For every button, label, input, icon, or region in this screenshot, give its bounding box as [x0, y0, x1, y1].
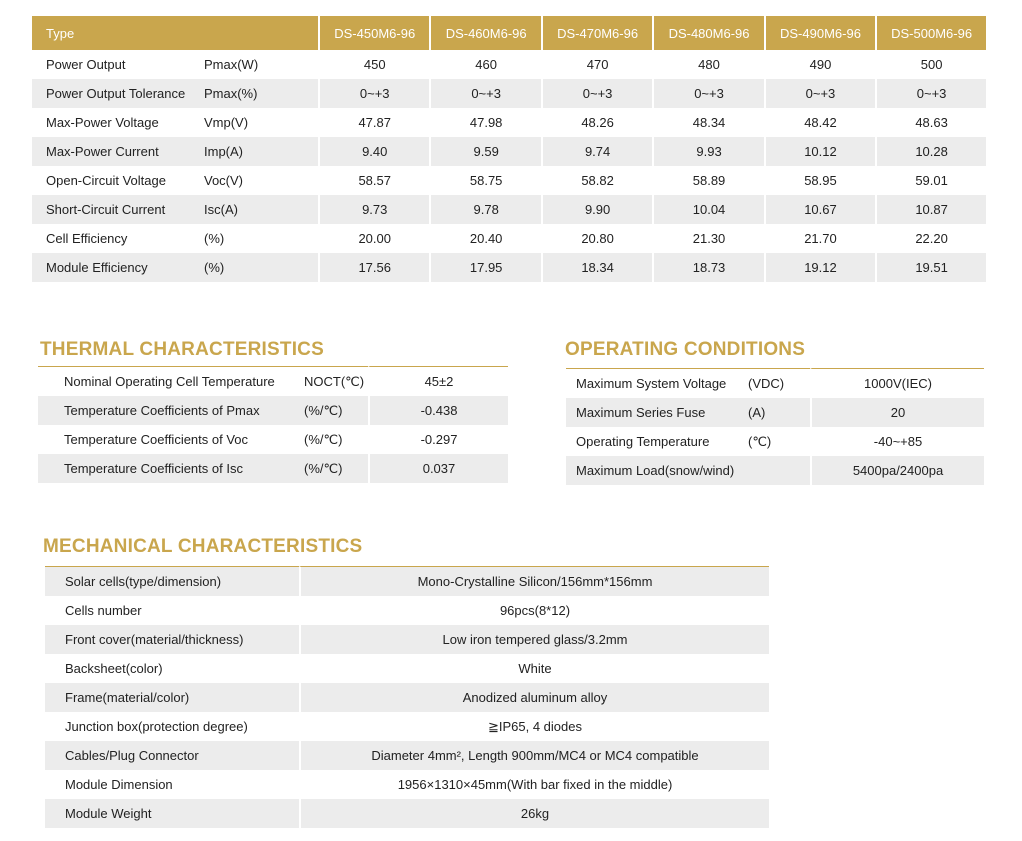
table-row — [45, 741, 769, 770]
table-row — [32, 50, 986, 79]
param-value: 17.56 — [320, 253, 431, 282]
mechanical-name: Solar cells(type/dimension) — [45, 566, 299, 596]
param-value: 20.40 — [431, 224, 542, 253]
mechanical-name: Front cover(material/thickness) — [45, 625, 299, 654]
mechanical-value: 26kg — [299, 799, 769, 828]
param-value: 20.80 — [543, 224, 654, 253]
param-value: 58.75 — [431, 166, 542, 195]
table-row — [45, 799, 769, 828]
param-value: 0~+3 — [543, 79, 654, 108]
param-value: 48.42 — [766, 108, 877, 137]
param-value: 47.98 — [431, 108, 542, 137]
param-value: 0~+3 — [431, 79, 542, 108]
param-value: 10.28 — [877, 137, 986, 166]
param-unit: (%) — [204, 253, 320, 282]
operating-table — [566, 368, 984, 485]
param-value: 450 — [320, 50, 431, 79]
thermal-table — [38, 366, 508, 483]
mechanical-name: Backsheet(color) — [65, 661, 163, 676]
table-row — [38, 425, 508, 454]
electrical-table — [32, 16, 986, 282]
param-value: 58.57 — [320, 166, 431, 195]
param-value: 58.95 — [766, 166, 877, 195]
mechanical-name: Module Weight — [45, 799, 299, 828]
param-value: 0~+3 — [654, 79, 765, 108]
param-value: 58.89 — [654, 166, 765, 195]
param-value: 21.70 — [766, 224, 877, 253]
thermal-unit: (%/℃) — [304, 431, 343, 447]
param-value: 500 — [920, 57, 943, 72]
param-value: 9.78 — [431, 195, 542, 224]
param-value: 9.74 — [543, 137, 654, 166]
param-value: 470 — [543, 50, 654, 79]
table-row — [32, 108, 986, 137]
table-row — [45, 712, 769, 741]
mechanical-table — [45, 566, 769, 828]
param-unit: Vmp(V) — [204, 108, 320, 137]
param-name: Max-Power Current — [32, 137, 204, 166]
param-name: Short-Circuit Current — [32, 195, 204, 224]
param-unit: (%) — [204, 224, 320, 253]
param-value: 19.12 — [766, 253, 877, 282]
mechanical-value: White — [299, 654, 769, 683]
param-value: 9.90 — [543, 195, 654, 224]
mechanical-name: Frame(material/color) — [45, 683, 299, 712]
param-value: 10.87 — [877, 195, 986, 224]
operating-value: 20 — [810, 398, 984, 427]
mechanical-value: Diameter 4mm², Length 900mm/MC4 or MC4 compatible — [299, 741, 769, 770]
thermal-unit: NOCT(℃) — [304, 366, 368, 396]
param-value: 20.00 — [320, 224, 431, 253]
param-value: 19.51 — [877, 253, 986, 282]
header-model: DS-470M6-96 — [543, 16, 654, 50]
param-value: 59.01 — [915, 173, 948, 188]
thermal-name: Temperature Coefficients of Voc — [64, 432, 249, 447]
param-value: 10.67 — [766, 195, 877, 224]
operating-unit: (℃) — [748, 433, 772, 449]
param-value: 0~+3 — [320, 79, 431, 108]
table-row — [45, 654, 769, 683]
header-model: DS-450M6-96 — [320, 16, 431, 50]
mechanical-value: 96pcs(8*12) — [299, 596, 769, 625]
param-value: 47.87 — [320, 108, 431, 137]
table-row — [32, 253, 986, 282]
table-row — [38, 454, 508, 483]
table-row — [566, 427, 984, 456]
table-row — [32, 195, 986, 224]
operating-unit: (A) — [748, 398, 810, 427]
header-model: DS-460M6-96 — [431, 16, 542, 50]
param-value: 9.59 — [431, 137, 542, 166]
param-name: Max-Power Voltage — [46, 115, 159, 130]
param-value: 21.30 — [654, 224, 765, 253]
operating-unit — [748, 456, 810, 485]
mechanical-name: Junction box(protection degree) — [65, 719, 248, 734]
param-unit: Voc(V) — [204, 166, 320, 195]
param-name: Cell Efficiency — [46, 231, 128, 246]
thermal-unit: (%/℃) — [304, 454, 368, 483]
mechanical-value: Anodized aluminum alloy — [299, 683, 769, 712]
operating-name: Maximum System Voltage — [566, 368, 748, 398]
param-value: 9.93 — [654, 137, 765, 166]
table-row — [38, 366, 508, 396]
mechanical-name: Module Dimension — [65, 777, 173, 792]
param-name: Power Output — [46, 57, 126, 72]
thermal-name: Temperature Coefficients of Isc — [38, 454, 304, 483]
table-row — [38, 396, 508, 425]
param-value: 18.34 — [543, 253, 654, 282]
param-name: Module Efficiency — [32, 253, 204, 282]
operating-name: Maximum Load(snow/wind) — [566, 456, 748, 485]
param-unit: Pmax(%) — [204, 79, 320, 108]
param-value: 490 — [766, 50, 877, 79]
param-name: Open-Circuit Voltage — [46, 173, 166, 188]
param-value: 10.04 — [654, 195, 765, 224]
thermal-title: THERMAL CHARACTERISTICS — [40, 339, 324, 360]
header-model: DS-480M6-96 — [654, 16, 765, 50]
table-row — [45, 770, 769, 799]
operating-value: -40~+85 — [810, 427, 984, 456]
operating-unit: (VDC) — [748, 368, 810, 398]
param-unit: Pmax(W) — [204, 50, 320, 79]
param-value: 48.34 — [654, 108, 765, 137]
param-value: 17.95 — [431, 253, 542, 282]
param-value: 0~+3 — [766, 79, 877, 108]
param-value: 0~+3 — [877, 79, 986, 108]
param-value: 22.20 — [915, 231, 948, 246]
param-value: 58.82 — [543, 166, 654, 195]
mechanical-value: 1956×1310×45mm(With bar fixed in the middle) — [299, 770, 769, 799]
param-value: 10.12 — [766, 137, 877, 166]
header-model: DS-500M6-96 — [877, 16, 986, 50]
operating-value: 1000V(IEC) — [810, 368, 984, 398]
table-row — [32, 166, 986, 195]
header-type: Type — [32, 16, 320, 50]
table-row — [32, 79, 986, 108]
thermal-value: 45±2 — [368, 366, 508, 396]
thermal-name: Nominal Operating Cell Temperature — [38, 366, 304, 396]
mechanical-value: Low iron tempered glass/3.2mm — [299, 625, 769, 654]
operating-name: Maximum Series Fuse — [566, 398, 748, 427]
operating-title: OPERATING CONDITIONS — [565, 339, 806, 360]
table-row — [45, 596, 769, 625]
thermal-value: -0.297 — [368, 425, 508, 454]
mechanical-value: Mono-Crystalline Silicon/156mm*156mm — [299, 566, 769, 596]
mechanical-value: ≧IP65, 4 diodes — [299, 712, 769, 741]
operating-name: Operating Temperature — [576, 434, 710, 449]
table-row — [45, 566, 769, 596]
param-value: 460 — [431, 50, 542, 79]
thermal-value: 0.037 — [368, 454, 508, 483]
param-value: 48.26 — [543, 108, 654, 137]
thermal-name: Temperature Coefficients of Pmax — [38, 396, 304, 425]
table-row — [45, 683, 769, 712]
param-value: 9.40 — [320, 137, 431, 166]
param-value: 48.63 — [915, 115, 948, 130]
mechanical-title: MECHANICAL CHARACTERISTICS — [43, 536, 363, 557]
header-model: DS-490M6-96 — [766, 16, 877, 50]
table-row — [566, 456, 984, 485]
thermal-value: -0.438 — [368, 396, 508, 425]
param-value: 9.73 — [320, 195, 431, 224]
table-row — [566, 368, 984, 398]
param-unit: Isc(A) — [204, 195, 320, 224]
table-row — [45, 625, 769, 654]
thermal-unit: (%/℃) — [304, 396, 368, 425]
table-row — [32, 137, 986, 166]
param-value: 18.73 — [654, 253, 765, 282]
table-row — [566, 398, 984, 427]
operating-value: 5400pa/2400pa — [810, 456, 984, 485]
param-unit: Imp(A) — [204, 137, 320, 166]
param-value: 480 — [654, 50, 765, 79]
table-row — [32, 224, 986, 253]
mechanical-name: Cells number — [65, 603, 142, 618]
param-name: Power Output Tolerance — [32, 79, 204, 108]
electrical-header-row — [32, 16, 986, 50]
mechanical-name: Cables/Plug Connector — [45, 741, 299, 770]
